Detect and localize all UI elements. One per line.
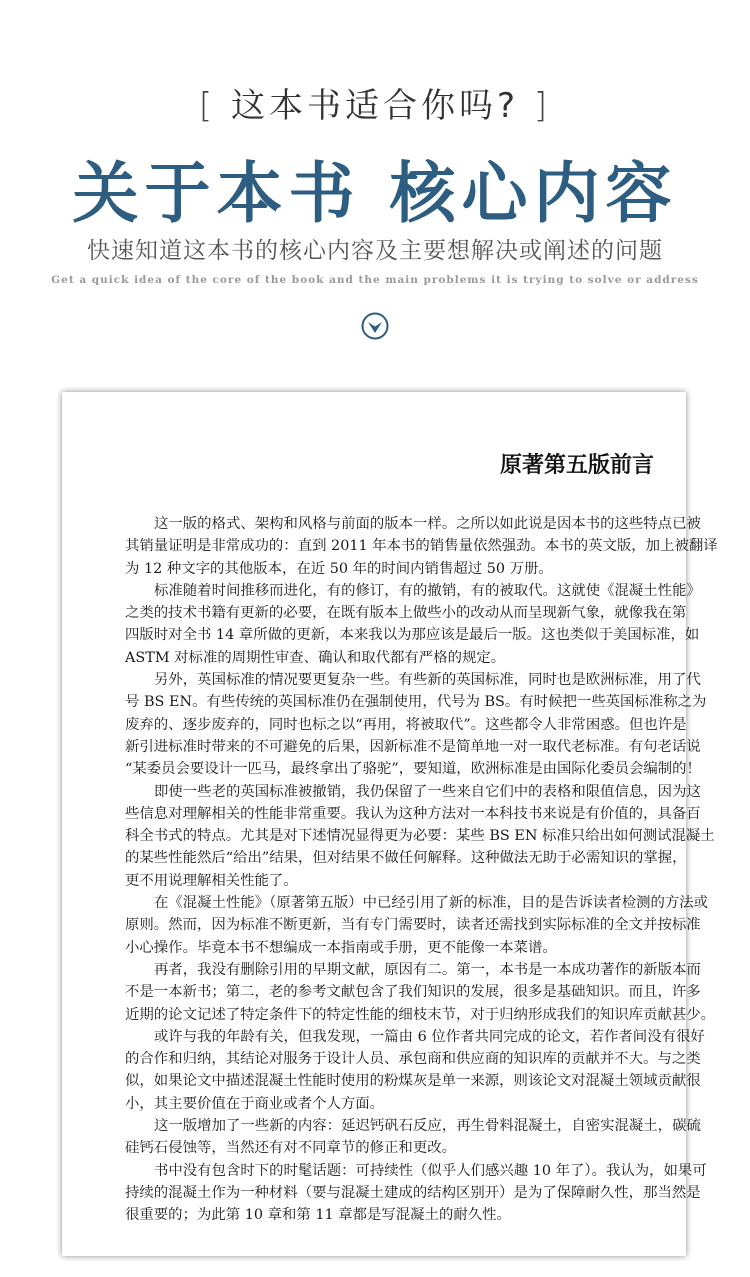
bracket-open: [	[198, 86, 217, 126]
text-line: 其销量证明是非常成功的：直到 2011 年本书的销售量依然强劲。本书的英文版，加上被翻译	[125, 538, 718, 555]
chevron-down-circle-icon	[361, 312, 389, 340]
text-line: 在《混凝土性能》（原著第五版）中已经引用了新的标准，目的是告诉读者检测的方法或	[154, 895, 709, 912]
section-question	[0, 78, 750, 127]
bracket-close: ]	[533, 86, 552, 126]
text-line: 很重要的；为此第 10 章和第 11 章都是写混凝土的耐久性。	[125, 1207, 511, 1224]
preface-body	[125, 513, 718, 1227]
paragraph	[125, 669, 707, 780]
text-line: 近期的论文记述了特定条件下的特定性能的细枝末节，对于归纳形成我们的知识库贡献甚少。	[125, 1006, 716, 1023]
paragraph	[125, 959, 716, 1026]
text-line: ASTM 对标准的周期性审查、确认和取代都有严格的规定。	[125, 649, 506, 666]
page-title: 原著第五版前言	[499, 453, 654, 478]
text-line: 或许与我的年龄有关，但我发现，一篇由 6 位作者共同完成的论文，若作者间没有很好	[154, 1028, 705, 1045]
text-line: 号 BS EN。有些传统的英国标准仍在强制使用，代号为 BS。有时候把一些英国标准称之为	[125, 694, 707, 711]
question-text: 这本书适合你吗?	[230, 86, 520, 126]
text-line: 这一版增加了一些新的内容：延迟钙矾石反应，再生骨料混凝土，自密实混凝土，碳硫	[154, 1118, 701, 1135]
text-line: 这一版的格式、架构和风格与前面的版本一样。之所以如此说是因本书的这些特点已被	[154, 516, 701, 532]
text-line: “某委员会要设计一匹马，最终拿出了骆驼”，要知道，欧洲标准是由国际化委员会编制的！	[125, 761, 701, 778]
text-line: 即使一些老的英国标准被撤销，我仍保留了一些来自它们中的表格和限值信息，因为这	[154, 783, 701, 800]
text-line: 废弃的、逐步废弃的，同时也标之以“再用，将被取代”。这些都令人非常困惑。但也许是	[125, 716, 687, 733]
text-line: 硅钙石侵蚀等，当然还有对不同章节的修正和更改。	[125, 1140, 456, 1157]
text-line: 不是一本新书；第二，老的参考文献包含了我们知识的发展，很多是基础知识。而且，许多	[125, 984, 701, 1001]
text-line: 似，如果论文中描述混凝土性能时使用的粉煤灰是单一来源，则该论文对混凝土领域贡献很	[125, 1073, 701, 1090]
text-line: 更不用说理解相关性能了。	[125, 872, 298, 889]
text-line: 些信息对理解相关的性能非常重要。我认为这种方法对一本科技书来说是有价值的，具备百	[125, 805, 701, 822]
text-line: 小，其主要价值在于商业或者个人方面。	[125, 1095, 385, 1112]
text-line: 持续的混凝土作为一种材料（要与混凝土建成的结构区别开）是为了保障耐久性，那当然是	[125, 1184, 701, 1201]
hero-title: 关于本书 核心内容	[72, 154, 678, 232]
paragraph	[125, 892, 709, 959]
text-line: 四版时对全书 14 章所做的更新，本来我以为那应该是最后一版。这也类似于美国标准，如	[125, 627, 700, 644]
paragraph	[125, 513, 718, 580]
text-line: 原则。然而，因为标准不断更新，当有专门需要时，读者还需找到实际标准的全文并按标准	[125, 917, 701, 934]
text-line: 为 12 种文字的其他版本，在近 50 年的时间内销售超过 50 万册。	[125, 560, 553, 577]
paragraph	[125, 1160, 707, 1227]
text-line: 的某些性能然后“给出”结果，但对结果不做任何解释。这种做法无助于必需知识的掌握，	[125, 850, 687, 867]
text-line: 的合作和归纳，其结论对服务于设计人员、承包商和供应商的知识库的贡献并不大。与之类	[125, 1051, 701, 1068]
text-line: 标准随着时间推移而进化，有的修订，有的撤销，有的被取代。这就使《混凝土性能》	[154, 582, 701, 599]
subtitle-english: Get a quick idea of the core of the book and the main problems it is trying to solve or address	[51, 274, 699, 286]
paragraph	[125, 781, 715, 892]
text-line: 再者，我没有删除引用的早期文献，原因有二。第一，本书是一本成功著作的新版本而	[154, 961, 701, 978]
subtitle: 快速知道这本书的核心内容及主要想解决或阐述的问题	[87, 238, 663, 264]
text-line: 小心操作。毕竟本书不想编成一本指南或手册，更不能像一本菜谱。	[125, 939, 557, 956]
text-line: 书中没有包含时下的时髦话题：可持续性（似乎人们感兴趣 10 年了）。我认为，如果可	[154, 1162, 707, 1179]
paragraph	[125, 1115, 701, 1160]
paragraph	[125, 1026, 705, 1115]
text-line: 科全书式的特点。尤其是对下述情况显得更为必要：某些 BS EN 标准只给出如何测试混凝土	[125, 828, 715, 845]
book-page	[62, 392, 718, 1256]
text-line: 新引进标准时带来的不可避免的后果，因新标准不是简单地一对一取代老标准。有句老话说	[125, 738, 701, 755]
text-line: 另外，英国标准的情况要更复杂一些。有些新的英国标准，同时也是欧洲标准，用了代	[154, 672, 701, 689]
paragraph	[125, 580, 701, 669]
text-line: 之类的技术书籍有更新的必要，在既有版本上做些小的改动从而呈现新气象，就像我在第	[125, 605, 687, 622]
